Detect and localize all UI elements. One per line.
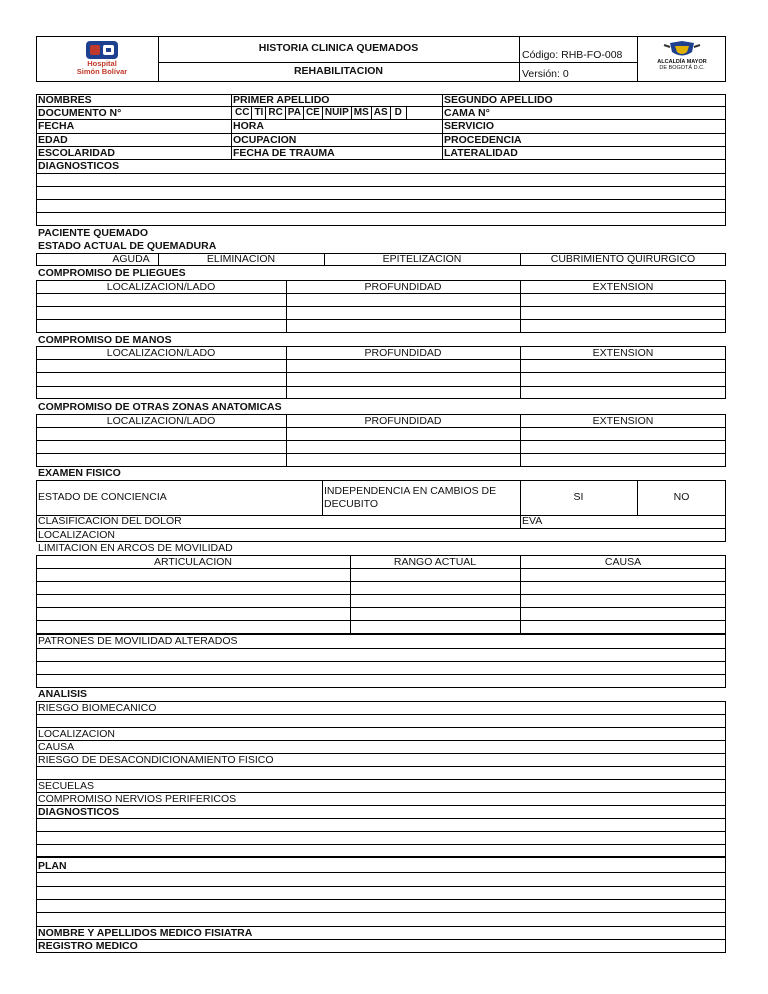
doc-type-rc[interactable]: RC xyxy=(266,107,285,119)
form-title: HISTORIA CLINICA QUEMADOS xyxy=(258,42,419,54)
ocupacion-label: OCUPACION xyxy=(233,134,297,146)
independencia-label-2: DECUBITO xyxy=(324,498,379,510)
alcaldia-name-2: DE BOGOTÁ D.C. xyxy=(659,65,705,71)
riesgo-bio-label: RIESGO BIOMECANICO xyxy=(38,702,157,714)
nervios-label: COMPROMISO NERVIOS PERIFERICOS xyxy=(38,793,237,805)
fecha-label: FECHA xyxy=(38,120,75,132)
estado-eliminacion[interactable]: ELIMINACION xyxy=(206,253,276,265)
arcos-col-articulacion: ARTICULACION xyxy=(154,556,232,568)
eva-label: EVA xyxy=(522,515,543,527)
hora-label: HORA xyxy=(233,120,264,132)
analisis-causa-label: CAUSA xyxy=(38,741,75,753)
doc-type-nuip[interactable]: NUIP xyxy=(323,107,352,119)
form-version: Versión: 0 xyxy=(522,68,569,80)
estado-aguda[interactable]: AGUDA xyxy=(112,253,150,265)
estado-cubrimiento[interactable]: CUBRIMIENTO QUIRURGICO xyxy=(550,253,696,265)
patrones-label: PATRONES DE MOVILIDAD ALTERADOS xyxy=(38,635,238,647)
medico-label: NOMBRE Y APELLIDOS MEDICO FISIATRA xyxy=(38,927,253,939)
pliegues-title: COMPROMISO DE PLIEGUES xyxy=(38,267,186,279)
registro-label: REGISTRO MEDICO xyxy=(38,940,138,952)
manos-col-localizacion: LOCALIZACION/LADO xyxy=(106,347,216,359)
form-code: Código: RHB-FO-008 xyxy=(522,49,623,61)
pliegues-col-extension: EXTENSION xyxy=(592,281,654,293)
lateralidad-label: LATERALIDAD xyxy=(444,147,518,159)
dolor-label: CLASIFICACION DEL DOLOR xyxy=(38,515,182,527)
doc-type-as[interactable]: AS xyxy=(372,107,391,119)
independencia-label-1: INDEPENDENCIA EN CAMBIOS DE xyxy=(324,485,497,497)
doc-type-pa[interactable]: PA xyxy=(286,107,304,119)
hospital-logo xyxy=(72,40,132,80)
analisis-diagnosticos-label: DIAGNOSTICOS xyxy=(38,806,120,818)
pliegues-col-localizacion: LOCALIZACION/LADO xyxy=(106,281,216,293)
doc-type-ms[interactable]: MS xyxy=(352,107,372,119)
form-subtitle: REHABILITACION xyxy=(293,65,384,77)
riesgo-desacond-label: RIESGO DE DESACONDICIONAMIENTO FISICO xyxy=(38,754,274,766)
estado-epitelizacion[interactable]: EPITELIZACION xyxy=(382,253,462,265)
plan-title: PLAN xyxy=(38,860,67,872)
otras-col-profundidad: PROFUNDIDAD xyxy=(364,415,442,427)
doc-type-cc[interactable]: CC xyxy=(233,107,252,119)
segundo-apellido-label: SEGUNDO APELLIDO xyxy=(444,94,553,106)
manos-title: COMPROMISO DE MANOS xyxy=(38,334,172,346)
procedencia-label: PROCEDENCIA xyxy=(444,134,522,146)
examen-title: EXAMEN FISICO xyxy=(38,467,121,479)
doc-type-ti[interactable]: TI xyxy=(252,107,266,119)
analisis-localizacion-label: LOCALIZACION xyxy=(38,728,116,740)
edad-label: EDAD xyxy=(38,134,68,146)
analisis-title: ANALISIS xyxy=(38,688,88,700)
escolaridad-label: ESCOLARIDAD xyxy=(38,147,116,159)
si-option[interactable]: SI xyxy=(573,491,584,503)
doc-type-boxes xyxy=(233,107,407,119)
alcaldia-name-1: ALCALDÍA MAYOR xyxy=(657,59,707,65)
diagnosticos-label: DIAGNOSTICOS xyxy=(38,160,120,172)
cama-label: CAMA N° xyxy=(444,107,490,119)
arcos-col-rango: RANGO ACTUAL xyxy=(393,556,477,568)
doc-type-d[interactable]: D xyxy=(391,107,407,119)
nombres-label: NOMBRES xyxy=(38,94,92,106)
alcaldia-logo xyxy=(642,40,722,78)
documento-label: DOCUMENTO N° xyxy=(38,107,122,119)
conciencia-label: ESTADO DE CONCIENCIA xyxy=(38,491,167,503)
paciente-quemado-title: PACIENTE QUEMADO xyxy=(38,227,149,239)
arcos-col-causa: CAUSA xyxy=(604,556,642,568)
manos-col-extension: EXTENSION xyxy=(592,347,654,359)
hospital-name-2: Simón Bolívar xyxy=(76,67,128,76)
manos-col-profundidad: PROFUNDIDAD xyxy=(364,347,442,359)
localizacion-label: LOCALIZACION xyxy=(38,529,116,541)
coat-of-arms-icon xyxy=(642,40,722,60)
hospital-name-1: Hospital xyxy=(87,59,117,68)
otras-zonas-title: COMPROMISO DE OTRAS ZONAS ANATOMICAS xyxy=(38,401,282,413)
fecha-trauma-label: FECHA DE TRAUMA xyxy=(233,147,335,159)
pliegues-col-profundidad: PROFUNDIDAD xyxy=(364,281,442,293)
no-option[interactable]: NO xyxy=(673,491,690,503)
doc-type-ce[interactable]: CE xyxy=(304,107,323,119)
limitacion-label: LIMITACION EN ARCOS DE MOVILIDAD xyxy=(38,542,233,554)
otras-col-localizacion: LOCALIZACION/LADO xyxy=(106,415,216,427)
servicio-label: SERVICIO xyxy=(444,120,494,132)
primer-apellido-label: PRIMER APELLIDO xyxy=(233,94,330,106)
estado-actual-title: ESTADO ACTUAL DE QUEMADURA xyxy=(38,240,217,252)
secuelas-label: SECUELAS xyxy=(38,780,95,792)
otras-col-extension: EXTENSION xyxy=(592,415,654,427)
